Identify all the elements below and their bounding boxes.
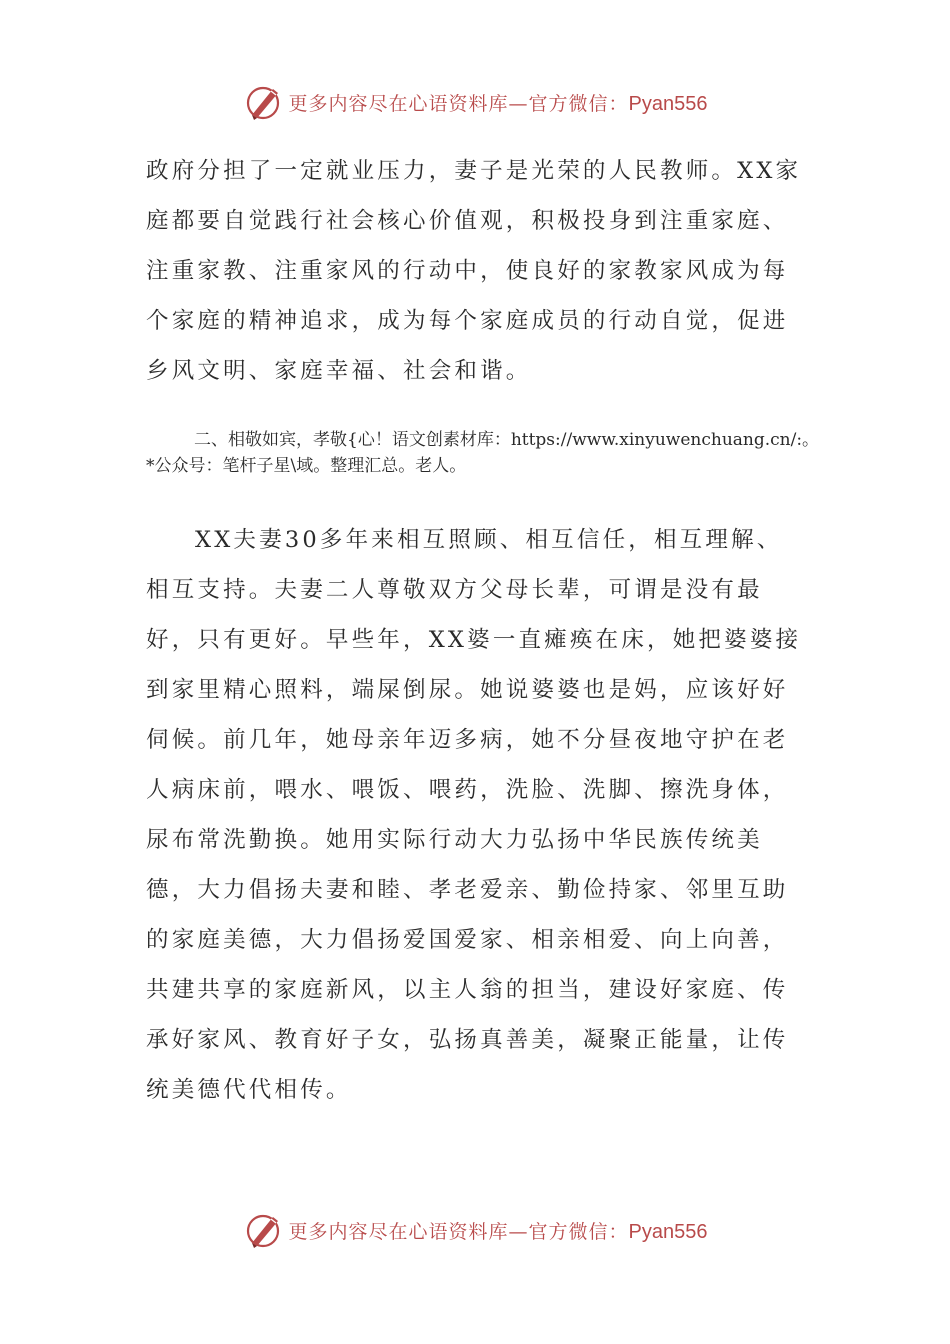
wechat-account: Pyan556 [628, 92, 708, 115]
section-heading-text: 二、相敬如宾，孝敬{心！语文创素材库：https://www.xinyuwenchuang.cn/:。*公众号：笔杆子星\域。整理汇总。老人。 [146, 430, 820, 476]
footer-banner-content [243, 1209, 708, 1251]
pen-logo-icon [243, 1209, 285, 1251]
pen-logo-icon [243, 81, 285, 123]
footer-banner-slogan: 更多内容尽在心语资料库—官方微信： [288, 1220, 629, 1243]
banner-text [289, 89, 708, 116]
paragraph-1: 政府分担了一定就业压力，妻子是光荣的人民教师。XX家庭都要自觉践行社会核心价值观，积极投身到注重家庭、注重家教、注重家风的行动中，使良好的家教家风成为每个家庭的精神追求，成为每个家庭成员的行动自觉，促进乡风文明、家庭幸福、社会和谐。 [146, 158, 802, 384]
paragraph-2: XX夫妻30多年来相互照顾、相互信任，相互理解、相互支持。夫妻二人尊敬双方父母长辈，可谓是没有最好，只有更好。早些年，XX婆一直瘫痪在床，她把婆婆接到家里精心照料，端屎倒尿。她说婆婆也是妈，应该好好伺候。前几年，她母亲年迈多病，她不分昼夜地守护在老人病床前，喂水、喂饭、喂药，洗脸、洗脚、擦洗身体，尿布常洗勤换。她用实际行动大力弘扬中华民族传统美德，大力倡扬夫妻和睦、孝老爱亲、勤俭持家、邻里互助的家庭美德，大力倡扬爱国爱家、相亲相爱、向上向善，共建共享的家庭新风，以主人翁的担当，建设好家庭、传承好家风、教育好子女，弘扬真善美，凝聚正能量，让传统美德代代相传。 [146, 527, 802, 1103]
banner-content [243, 81, 708, 123]
footer-banner-text [289, 1217, 708, 1244]
header-banner [0, 80, 950, 124]
section-heading [146, 427, 826, 479]
footer-wechat-account: Pyan556 [628, 1220, 708, 1243]
footer-banner [0, 1208, 950, 1252]
banner-slogan: 更多内容尽在心语资料库—官方微信： [288, 92, 629, 115]
